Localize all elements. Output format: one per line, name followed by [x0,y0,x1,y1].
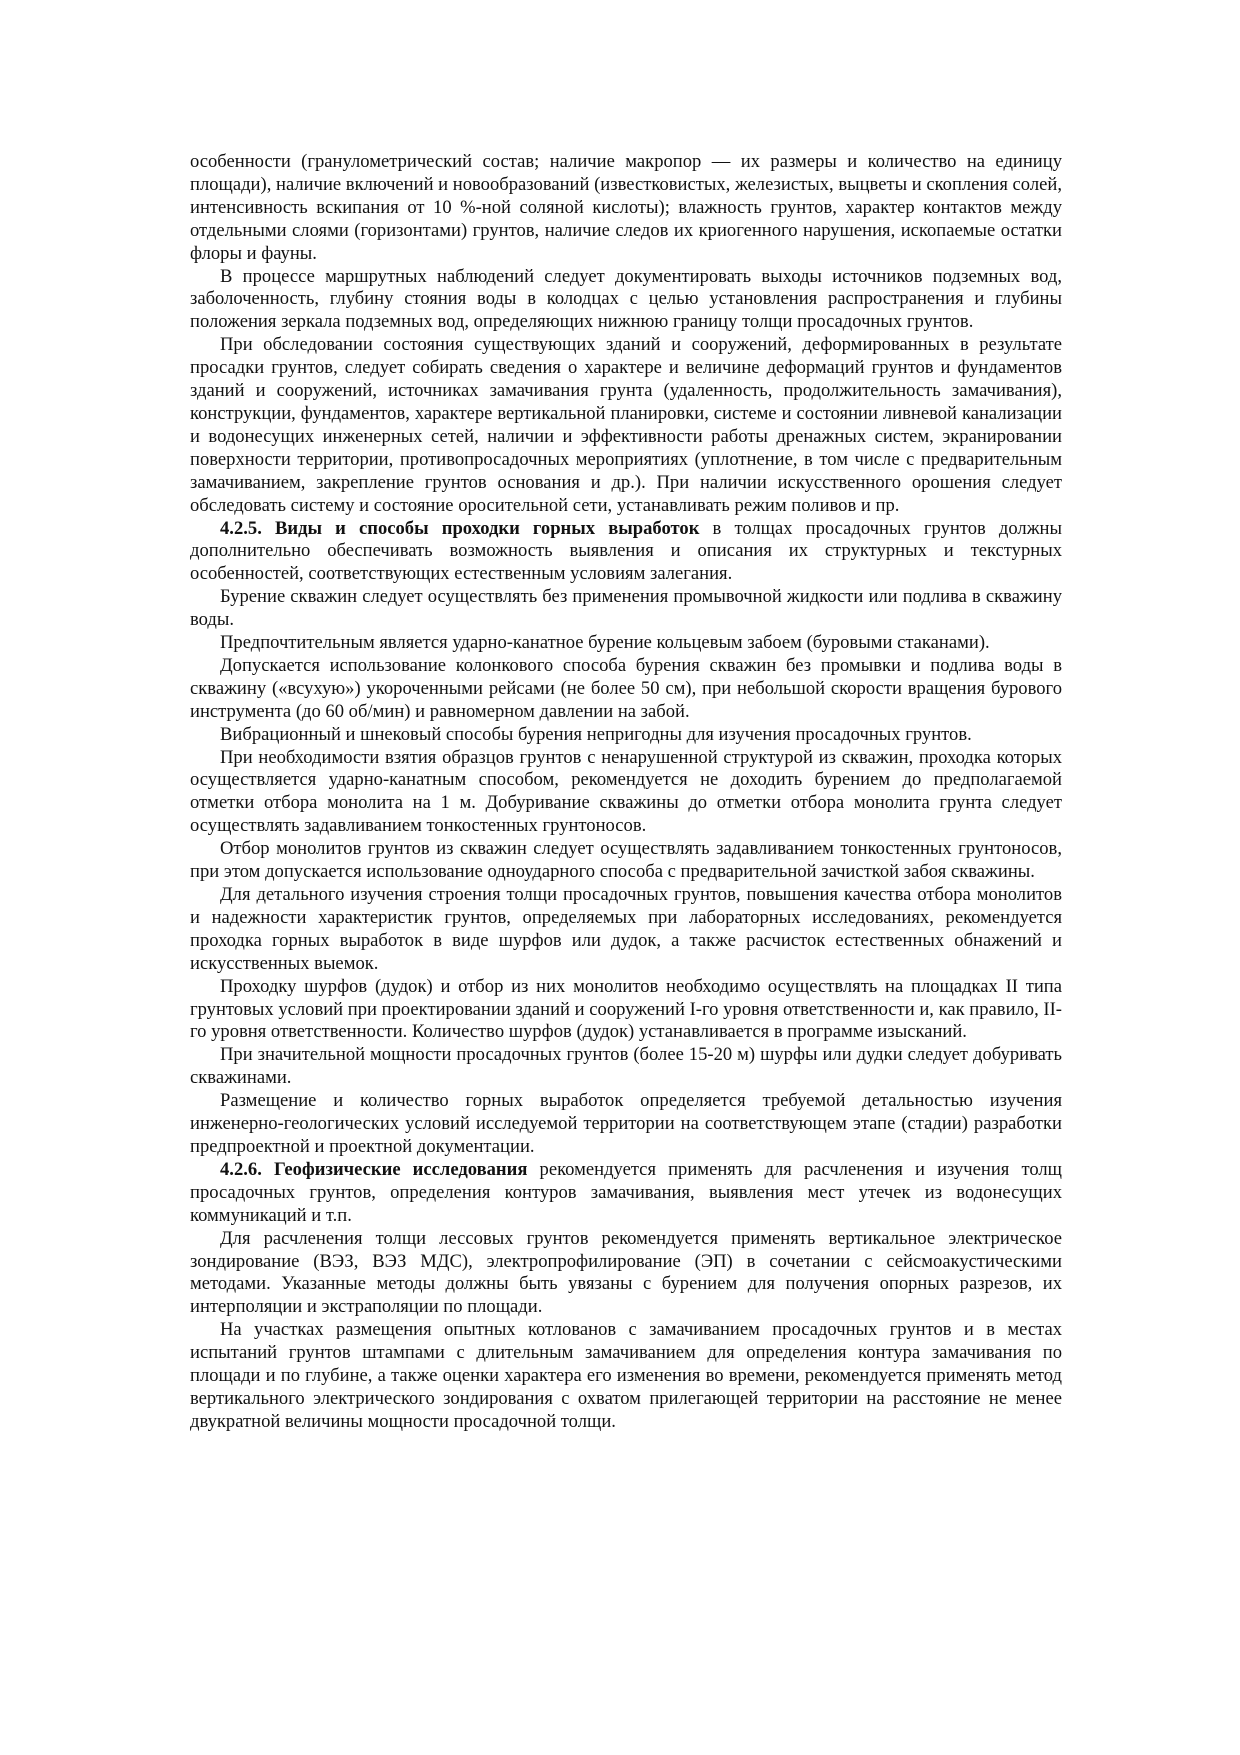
paragraph [190,655,1062,724]
paragraph-text: При обследовании состояния существующих зданий и сооружений, деформированных в результате просадки грунтов, следует собирать сведения о характере и величине деформаций грунтов и фундаментов зданий и сооружений, источниках замачивания грунта (удаленность, продолжительность замачивания), конструкции, фундаментов, характере вертикальной планировки, системе и состоянии ливневой канализации и водонесущих инженерных сетей, наличии и эффективности работы дренажных систем, экранировании поверхности территории, противопросадочных мероприятиях (уплотнение, в том числе с предварительным замачиванием, закрепление грунтов основания и др.). При наличии искусственного орошения следует обследовать систему и состояние оросительной сети, устанавливать режим поливов и пр. [190,334,1062,516]
section-heading: 4.2.5. Виды и способы проходки горных выработок [220,517,700,539]
section-paragraph-4-2-5 [190,518,1062,587]
paragraph [190,334,1062,517]
paragraph [190,747,1062,839]
paragraph [190,1044,1062,1090]
paragraph-text: Отбор монолитов грунтов из скважин следует осуществлять задавливанием тонкостенных грунтоносов, при этом допускается использование одноударного способа с предварительной зачисткой забоя скважины. [190,838,1062,883]
paragraph [190,1090,1062,1159]
paragraph [190,884,1062,976]
document-page [190,151,1062,1434]
paragraph-text: При необходимости взятия образцов грунтов с ненарушенной структурой из скважин, проходка которых осуществляется ударно-канатным способом, рекомендуется не доходить бурением до предполагаемой отметки отбора монолита на 1 м. Добуривание скважины до отметки отбора монолита грунта следует осуществлять задавливанием тонкостенных грунтоносов. [190,746,1062,837]
paragraph [190,838,1062,884]
paragraph-text: в толщах просадочных грунтов должны дополнительно обеспечивать возможность выявления и описания их структурных и текстурных особенностей, соответствующих естественным условиям залегания. [190,517,1062,585]
paragraph-text: Бурение скважин следует осуществлять без применения промывочной жидкости или подлива в скважину воды. [190,586,1062,631]
paragraph-text: Размещение и количество горных выработок определяется требуемой детальностью изучения инженерно-геологических условий исследуемой территории на соответствующем этапе (стадии) разработки предпроектной и проектной документации. [190,1090,1062,1157]
paragraph-text: особенности (гранулометрический состав; наличие макропор — их размеры и количество на единицу площади), наличие включений и новообразований (известковистых, железистых, выцветы и скопления солей, интенсивность вскипания от 10 %-ной соляной кислоты); влажность грунтов, характер контактов между отдельными слоями (горизонтами) грунтов, наличие следов их криогенного нарушения, ископаемые остатки флоры и фауны. [190,151,1062,264]
paragraph-text: При значительной мощности просадочных грунтов (более 15-20 м) шурфы или дудки следует добуривать скважинами. [190,1044,1062,1089]
paragraph-text: В процессе маршрутных наблюдений следует документировать выходы источников подземных вод, заболоченность, глубину стояния воды в колодцах с целью установления распространения и глубины положения зеркала подземных вод, определяющих нижнюю границу толщи просадочных грунтов. [190,265,1062,333]
paragraph [190,266,1062,335]
section-heading: 4.2.6. Геофизические исследования [220,1158,528,1180]
paragraph-text: Проходку шурфов (дудок) и отбор из них монолитов необходимо осуществлять на площадках II типа грунтовых условий при проектировании зданий и сооружений I-го уровня ответственности и, как правило, II-го уровня ответственности. Количество шурфов (дудок) устанавливается в программе изысканий. [190,975,1062,1043]
paragraph-text: Предпочтительным является ударно-канатное бурение кольцевым забоем (буровыми стаканами). [220,632,990,654]
section-paragraph-4-2-6 [190,1159,1062,1228]
paragraph [190,724,1062,747]
paragraph-text: рекомендуется применять для расчленения и изучения толщ просадочных грунтов, определения контуров замачивания, выявления мест утечек из водонесущих коммуникаций и т.п. [190,1158,1062,1226]
paragraph [190,1228,1062,1320]
paragraph [190,151,1062,266]
paragraph-text: Для детального изучения строения толщи просадочных грунтов, повышения качества отбора монолитов и надежности характеристик грунтов, определяемых при лабораторных исследованиях, рекомендуется проходка горных выработок в виде шурфов или дудок, а также расчисток естественных обнажений и искусственных выемок. [190,884,1062,974]
paragraph-text: Для расчленения толщи лессовых грунтов рекомендуется применять вертикальное электрическое зондирование (ВЭЗ, ВЭЗ МДС), электропрофилирование (ЭП) в сочетании с сейсмоакустическими методами. Указанные методы должны быть увязаны с бурением для получения опорных разрезов, их интерполяции и экстраполяции по площади. [190,1227,1062,1318]
paragraph-text: Вибрационный и шнековый способы бурения непригодны для изучения просадочных грунтов. [220,723,972,745]
paragraph [190,976,1062,1045]
paragraph [190,632,1062,655]
paragraph-text: На участках размещения опытных котлованов с замачиванием просадочных грунтов и в местах испытаний грунтов штампами с длительным замачиванием для определения контура замачивания по площади и по глубине, а также оценки характера его изменения во времени, рекомендуется применять метод вертикального электрического зондирования с охватом прилегающей территории на расстояние не менее двукратной величины мощности просадочной толщи. [190,1319,1062,1432]
paragraph-text: Допускается использование колонкового способа бурения скважин без промывки и подлива воды в скважину («всухую») укороченными рейсами (не более 50 см), при небольшой скорости вращения бурового инструмента (до 60 об/мин) и равномерном давлении на забой. [190,654,1062,722]
paragraph [190,1319,1062,1434]
paragraph [190,586,1062,632]
